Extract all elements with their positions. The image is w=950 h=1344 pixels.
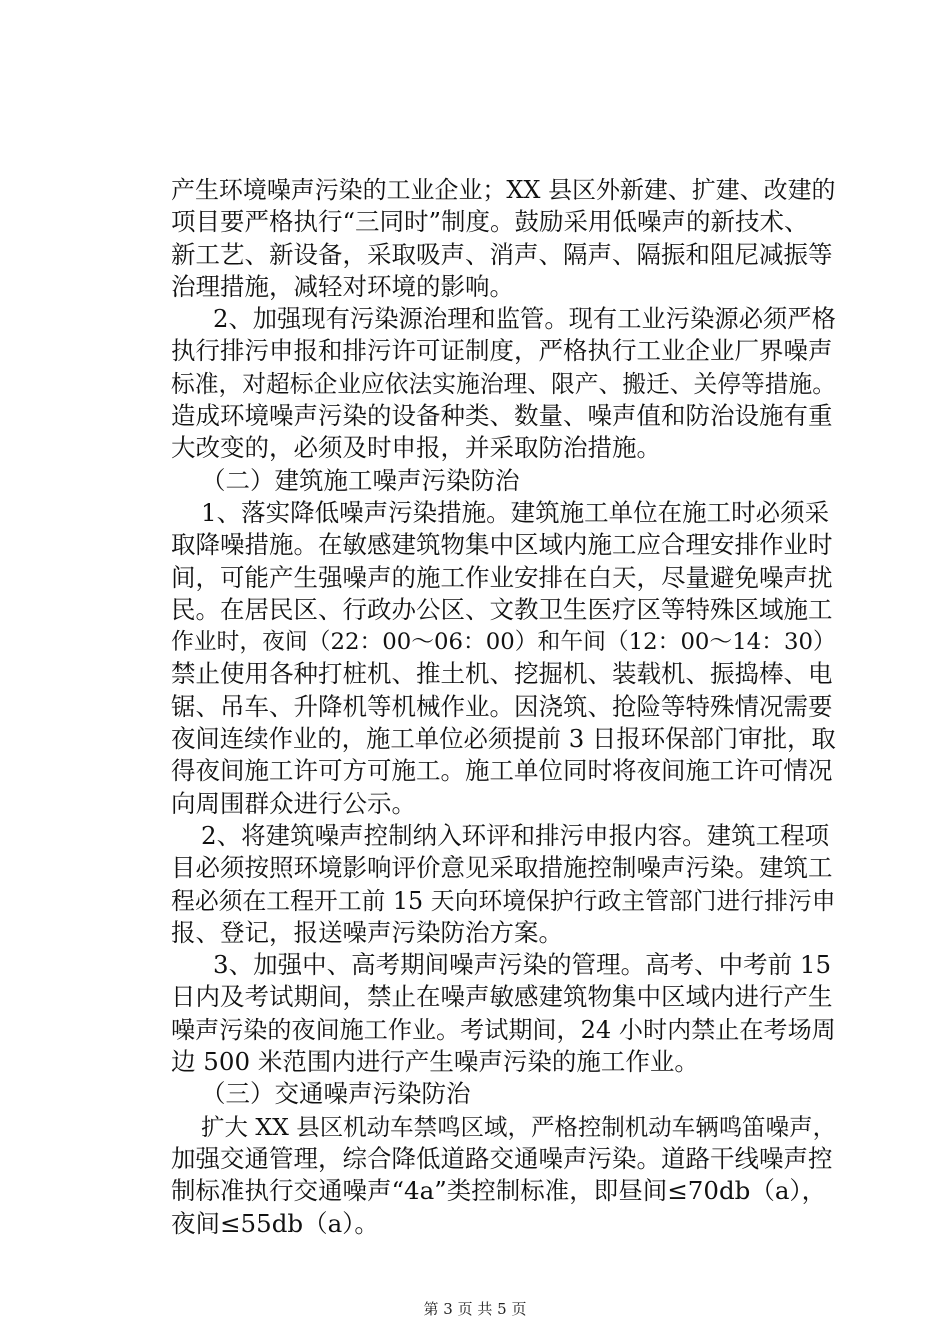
text-line: （三）交通噪声污染防治 (201, 1079, 471, 1109)
text-line: 执行排污申报和排污许可证制度，严格执行工业企业厂界噪声 (171, 336, 833, 366)
text-line: 1、落实降低噪声污染措施。建筑施工单位在施工时必须采 (201, 497, 830, 527)
text-line: 取降噪措施。在敏感建筑物集中区域内施工应合理安排作业时 (171, 530, 833, 560)
text-line: 扩大 XX 县区机动车禁鸣区域，严格控制机动车辆鸣笛噪声， (201, 1112, 837, 1141)
text-line: 间，可能产生强噪声的施工作业安排在白天，尽量避免噪声扰 (171, 562, 833, 592)
text-line: 锯、吊车、升降机等机械作业。因浇筑、抢险等特殊情况需要 (171, 691, 833, 721)
text-line: 程必须在工程开工前 15 天向环境保护行政主管部门进行排污申 (171, 886, 836, 915)
text-line: 3、加强中、高考期间噪声污染的管理。高考、中考前 15 (213, 950, 832, 980)
text-line: 夜间≤55db（a）。 (171, 1208, 379, 1238)
text-line: 造成环境噪声污染的设备种类、数量、噪声值和防治设施有重 (171, 401, 833, 431)
text-line: 民。在居民区、行政办公区、文教卫生医疗区等特殊区域施工 (171, 594, 833, 624)
text-line: 得夜间施工许可方可施工。施工单位同时将夜间施工许可情况 (171, 756, 833, 786)
text-line: 边 500 米范围内进行产生噪声污染的施工作业。 (171, 1047, 699, 1077)
text-line: 2、将建筑噪声控制纳入环评和排污申报内容。建筑工程项 (201, 820, 830, 850)
text-line: 治理措施，减轻对环境的影响。 (171, 271, 514, 301)
text-line: 日内及考试期间，禁止在噪声敏感建筑物集中区域内进行产生 (171, 982, 833, 1012)
document-body (171, 174, 836, 1240)
text-line: 报、登记，报送噪声污染防治方案。 (171, 917, 563, 947)
text-line: 噪声污染的夜间施工作业。考试期间，24 小时内禁止在考场周 (171, 1015, 836, 1044)
text-line: 夜间连续作业的，施工单位必须提前 3 日报环保部门审批，取 (171, 724, 836, 754)
text-line: 禁止使用各种打桩机、推土机、挖掘机、装载机、振捣棒、电 (171, 659, 833, 689)
text-line: （二）建筑施工噪声污染防治 (201, 465, 520, 495)
text-line: 2、加强现有污染源治理和监管。现有工业污染源必须严格 (213, 304, 836, 334)
text-line: 加强交通管理，综合降低道路交通噪声污染。道路干线噪声控 (171, 1143, 833, 1173)
text-line: 向周围群众进行公示。 (171, 788, 416, 818)
text-line: 大改变的，必须及时申报，并采取防治措施。 (171, 433, 661, 463)
text-line: 产生环境噪声污染的工业企业；XX 县区外新建、扩建、改建的 (171, 176, 836, 204)
text-line: 标准，对超标企业应依法实施治理、限产、搬迁、关停等措施。 (171, 369, 837, 398)
text-line: 制标准执行交通噪声“4a”类控制标准，即昼间≤70db（a）， (171, 1176, 827, 1206)
text-line: 作业时，夜间（22：00～06：00）和午间（12：00～14：30） (171, 629, 836, 656)
text-line: 新工艺、新设备，采取吸声、消声、隔声、隔振和阻尼减振等 (171, 239, 833, 269)
text-line: 项目要严格执行“三同时”制度。鼓励采用低噪声的新技术、 (171, 207, 809, 237)
page-footer: 第 3 页 共 5 页 (423, 1300, 527, 1318)
text-line: 目必须按照环境影响评价意见采取措施控制噪声污染。建筑工 (171, 853, 833, 883)
